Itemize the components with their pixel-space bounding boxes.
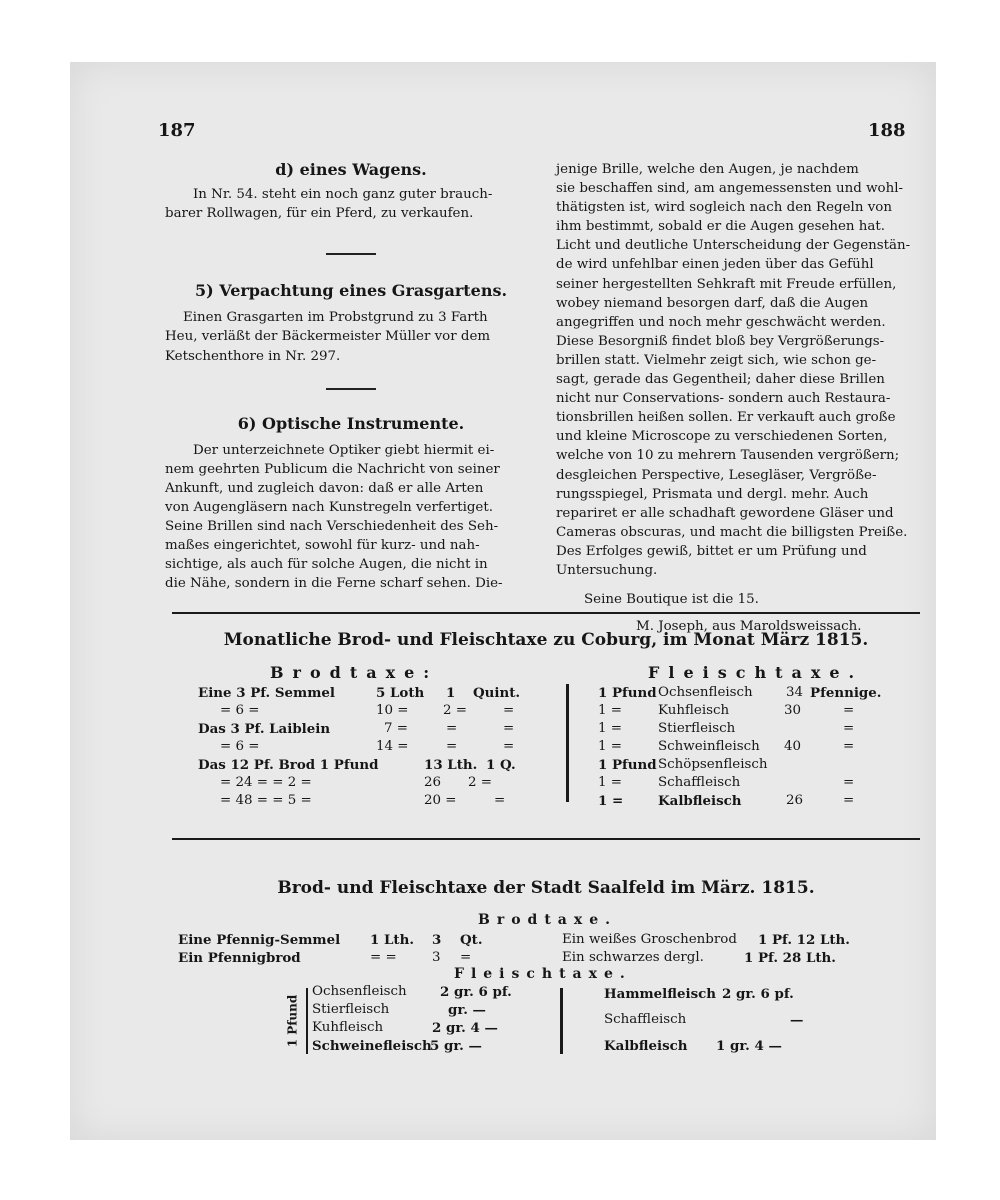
fleisch-kind: Schaffleisch: [658, 775, 741, 790]
fleisch-unit: =: [843, 721, 855, 736]
brod-weight: 5 Loth: [376, 685, 425, 701]
saalfeld-brod-weight: 1 Lth.: [370, 932, 414, 948]
optik-text-line: die Nähe, sondern in die Ferne scharf sehen. Die-: [165, 576, 503, 592]
brod-item: Eine 3 Pf. Semmel: [198, 685, 335, 701]
saalfeld-fleisch-heading: Fleischtaxe.: [454, 966, 632, 982]
section-rule: [172, 612, 920, 614]
saalfeld-brod-item: Ein Pfennigbrod: [178, 950, 301, 966]
optik-continued-line: nicht nur Conservations- sondern auch Restaura-: [556, 391, 891, 407]
brod-item: = 6 =: [220, 703, 260, 718]
wagen-text-line: In Nr. 54. steht ein noch ganz guter brauch-: [193, 187, 493, 203]
brod-unit: =: [503, 739, 515, 754]
brod-quint: 2 =: [468, 775, 492, 790]
optik-text-line: nem geehrten Publicum die Nachricht von seiner: [165, 461, 500, 477]
optik-continued-line: ihm bestimmt, sobald er die Augen gesehen hat.: [556, 219, 886, 235]
optik-continued-line: wobey niemand besorgen darf, daß die Augen: [556, 295, 869, 311]
brod-item: = 24 = = 2 =: [220, 775, 312, 790]
coburg-title: Monatliche Brod- und Fleischtaxe zu Coburg, im Monat März 1815.: [223, 630, 869, 650]
brod-item: Das 12 Pf. Brod 1 Pfund: [198, 757, 379, 773]
signature: M. Joseph, aus Maroldsweissach.: [636, 619, 862, 635]
brod-weight: 26: [424, 775, 442, 790]
saalfeld-fleisch-price: 2 gr. 6 pf.: [440, 984, 512, 1000]
optik-continued-line: sagt, gerade das Gegentheil; daher diese Brillen: [556, 372, 885, 388]
fleisch-price: 34: [786, 685, 804, 700]
saalfeld-fleisch-price: 5 gr. —: [430, 1038, 482, 1054]
saalfeld-fleisch-price: 2 gr. 4 —: [432, 1020, 498, 1036]
optik-text-line: sichtige, als auch für solche Augen, die nicht in: [165, 557, 488, 573]
optik-continued-line: Untersuchung.: [556, 562, 658, 578]
page-number-left: 187: [158, 120, 196, 141]
optik-text-line: maßes eingerichtet, sowohl für kurz- und nah-: [165, 538, 480, 554]
saalfeld-brod-unit: Qt.: [460, 932, 483, 948]
brod-quint: =: [494, 793, 506, 808]
fleisch-unit: =: [843, 775, 855, 790]
fleisch-amount: 1 =: [598, 721, 622, 736]
optik-continued-line: Diese Besorgniß findet bloß bey Vergrößerungs-: [556, 333, 885, 349]
saalfeld-fleisch-price: 2 gr. 6 pf.: [722, 986, 794, 1002]
boutique-line: Seine Boutique ist die 15.: [584, 592, 759, 608]
saalfeld-fleisch-price: gr. —: [448, 1002, 486, 1018]
brod-quint: 2 =: [443, 703, 467, 718]
fleisch-amount: 1 =: [598, 793, 624, 809]
brod-unit: =: [503, 721, 515, 736]
optik-text-line: Ankunft, und zugleich davon: daß er alle Arten: [165, 480, 484, 496]
fleisch-kind: Kalbfleisch: [658, 793, 742, 809]
section-divider: [326, 388, 376, 390]
fleisch-unit: =: [843, 739, 855, 754]
optik-continued-line: tionsbrillen heißen sollen. Er verkauft auch große: [556, 410, 896, 426]
brod-quint: 1 Q.: [486, 757, 516, 773]
fleisch-kind: Stierfleisch: [658, 721, 736, 736]
saalfeld-brod-item: Ein schwarzes dergl.: [562, 950, 704, 965]
saalfeld-brod-qty: 3: [432, 932, 442, 948]
saalfeld-brod-price: 1 Pf. 12 Lth.: [758, 932, 850, 948]
brod-weight: 20 =: [424, 793, 457, 808]
optik-continued-line: desgleichen Perspective, Lesegläser, Vergröße-: [556, 467, 877, 483]
saalfeld-brod-item: Eine Pfennig-Semmel: [178, 932, 341, 948]
optik-heading: 6) Optische Instrumente.: [237, 413, 465, 433]
gras-text-line: Einen Grasgarten im Probstgrund zu 3 Farth: [183, 310, 488, 326]
fleisch-amount: 1 Pfund: [598, 757, 657, 773]
optik-continued-line: Cameras obscuras, und macht die billigsten Preiße.: [556, 524, 908, 540]
brod-quint: =: [446, 739, 458, 754]
optik-text-line: Der unterzeichnete Optiker giebt hiermit ei-: [193, 442, 495, 458]
optik-continued-line: brillen statt. Vielmehr zeigt sich, wie schon ge-: [556, 352, 877, 368]
brod-weight: 13 Lth.: [424, 757, 478, 773]
saalfeld-brod-heading: Brodtaxe.: [478, 912, 618, 928]
brod-weight: 10 =: [376, 703, 409, 718]
coburg-brod-heading: Brodtaxe:: [270, 663, 439, 682]
brod-unit: Quint.: [473, 685, 521, 701]
brod-item: = 48 = = 5 =: [220, 793, 312, 808]
pfund-label-cell: [286, 990, 306, 1054]
section-divider: [326, 253, 376, 255]
optik-continued-line: angegriffen und noch mehr geschwächt werden.: [556, 314, 886, 330]
brod-weight: 7 =: [384, 721, 408, 736]
optik-continued-line: rungsspiegel, Prismata und dergl. mehr. Auch: [556, 486, 869, 502]
optik-text-line: von Augengläsern nach Kunstregeln verfertiget.: [165, 500, 493, 516]
saalfeld-title: Brod- und Fleischtaxe der Stadt Saalfeld im März. 1815.: [277, 878, 815, 898]
gras-text-line: Heu, verläßt der Bäckermeister Müller vor dem: [165, 329, 491, 345]
brod-item: = 6 =: [220, 739, 260, 754]
saalfeld-brod-price: 1 Pf. 28 Lth.: [744, 950, 836, 966]
brod-unit: =: [503, 703, 515, 718]
saalfeld-fleisch-kind: Stierfleisch: [312, 1002, 390, 1017]
saalfeld-fleisch-kind: Schweinefleisch: [312, 1038, 432, 1054]
fleisch-amount: 1 =: [598, 703, 622, 718]
optik-continued-line: thätigsten ist, wird sogleich nach den Regeln von: [556, 200, 892, 216]
section-rule: [172, 838, 920, 840]
optik-continued-line: Licht und deutliche Unterscheidung der Gegenstän-: [556, 238, 911, 254]
saalfeld-brod-item: Ein weißes Groschenbrod: [562, 932, 737, 947]
fleisch-unit: =: [843, 703, 855, 718]
saalfeld-fleisch-kind: Ochsenfleisch: [312, 984, 407, 999]
fleisch-price: 30: [784, 703, 802, 718]
table-divider: [566, 684, 569, 802]
gras-text-line: Ketschenthore in Nr. 297.: [165, 348, 341, 364]
fleisch-kind: Schweinfleisch: [658, 739, 760, 754]
saalfeld-brod-weight: = =: [370, 950, 397, 965]
saalfeld-brod-qty: 3: [432, 950, 441, 965]
saalfeld-fleisch-kind: Kalbfleisch: [604, 1038, 688, 1054]
saalfeld-fleisch-price: 1 gr. 4 —: [716, 1038, 782, 1054]
fleisch-kind: Kuhfleisch: [658, 703, 730, 718]
optik-continued-line: welche von 10 zu mehrern Tausenden vergrößern;: [556, 448, 900, 464]
fleisch-price: 40: [784, 739, 802, 754]
pfund-label: 1 Pfund: [285, 994, 300, 1048]
optik-continued-line: de wird unfehlbar einen jeden über das Gefühl: [556, 257, 874, 273]
fleisch-amount: 1 =: [598, 739, 622, 754]
fleisch-amount: 1 Pfund: [598, 685, 657, 701]
right-column: [556, 160, 928, 636]
fleisch-price: 26: [786, 793, 804, 808]
saalfeld-fleisch-kind: Hammelfleisch: [604, 986, 717, 1002]
saalfeld-fleisch-price: —: [790, 1012, 804, 1028]
wagen-heading: d) eines Wagens.: [275, 160, 427, 179]
coburg-fleisch-heading: Fleischtaxe.: [648, 663, 864, 682]
optik-continued-line: jenige Brille, welche den Augen, je nachdem: [556, 162, 859, 177]
optik-continued-line: repariret er alle schadhaft gewordene Gläser und: [556, 505, 894, 521]
saalfeld-fleisch-kind: Kuhfleisch: [312, 1020, 384, 1035]
fleisch-kind: Ochsenfleisch: [658, 685, 753, 700]
brod-weight: 14 =: [376, 739, 409, 754]
optik-continued-line: seiner hergestellten Sehkraft mit Freude erfüllen,: [556, 276, 897, 292]
fleisch-unit: =: [843, 793, 855, 808]
saalfeld-brod-unit: =: [460, 950, 472, 965]
brod-quint: =: [446, 721, 458, 736]
fleisch-amount: 1 =: [598, 775, 622, 790]
saalfeld-fleisch-kind: Schaffleisch: [604, 1012, 687, 1027]
wagen-text-line: barer Rollwagen, für ein Pferd, zu verkaufen.: [165, 206, 474, 222]
optik-continued-line: Des Erfolges gewiß, bittet er um Prüfung und: [556, 543, 867, 559]
left-column: [165, 160, 537, 594]
gras-heading: 5) Verpachtung eines Grasgartens.: [194, 281, 508, 301]
brod-item: Das 3 Pf. Laiblein: [198, 721, 331, 737]
fleisch-kind: Schöpsenfleisch: [658, 757, 768, 772]
table-divider: [560, 988, 563, 1054]
fleisch-unit: Pfennige.: [810, 685, 882, 701]
optik-continued-line: und kleine Microscope zu verschiedenen Sorten,: [556, 429, 888, 445]
table-bracket: [306, 988, 308, 1054]
page-number-right: 188: [868, 120, 906, 141]
brod-quint: 1: [446, 685, 456, 701]
optik-continued-line: sie beschaffen sind, am angemessensten und wohl-: [556, 181, 904, 197]
optik-text-line: Seine Brillen sind nach Verschiedenheit des Seh-: [165, 519, 499, 535]
